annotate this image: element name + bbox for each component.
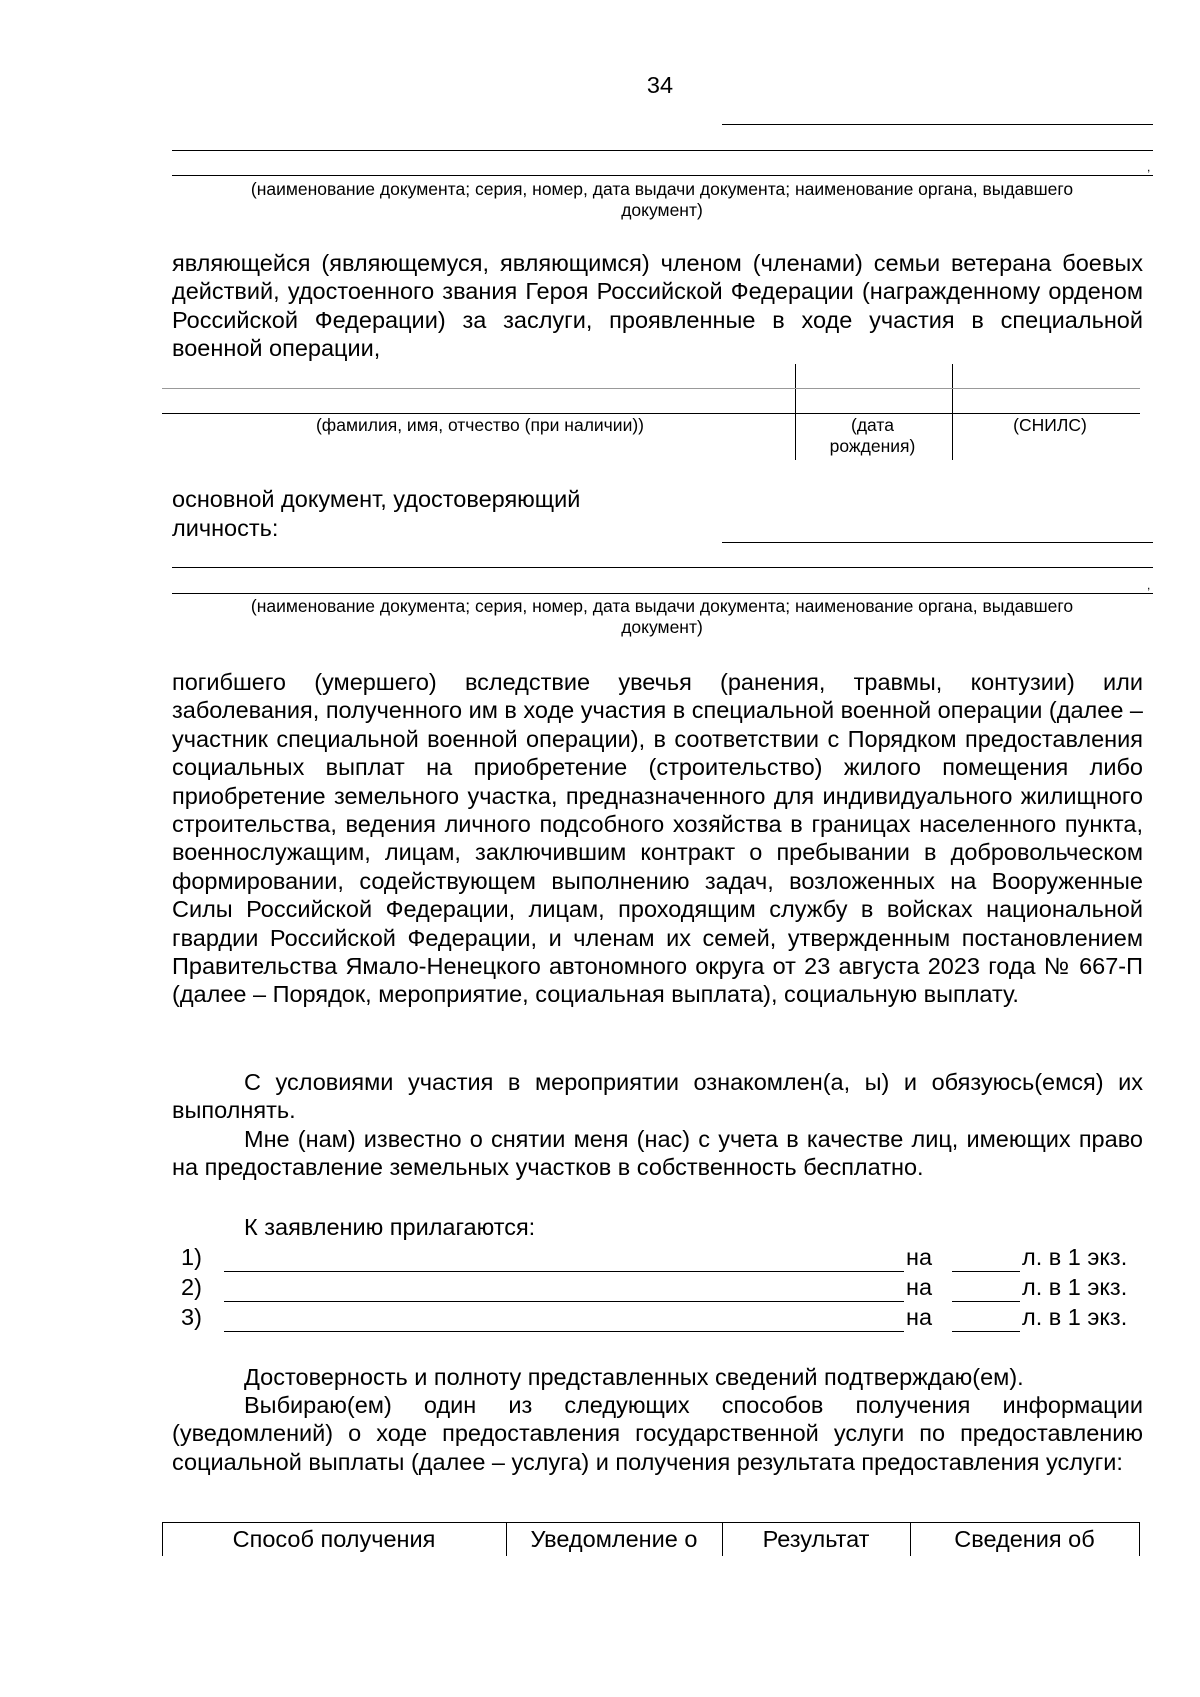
- attachment-number: 2): [181, 1274, 202, 1300]
- attachment-suffix: л. в 1 экз.: [1022, 1304, 1128, 1330]
- notification-column-header: Уведомление о: [530, 1526, 698, 1552]
- table-border: [162, 1522, 163, 1556]
- intro-paragraph: являющейся (являющемуся, являющимся) членом (членами) семьи ветерана боевых действий, удостоенного звания Героя Российской Федерации (награжденному орденом Российской Федерации) за заслуги, проявленные в ходе участия в специальной военной операции,: [172, 250, 1143, 362]
- conditions-paragraph: С условиями участия в мероприятии ознакомлен(а, ы) и обязуюсь(емся) их выполнять.: [172, 1069, 1143, 1124]
- attachment-suffix: л. в 1 экз.: [1022, 1244, 1128, 1270]
- attachment-on-label: на: [906, 1244, 933, 1270]
- attachment-input-line[interactable]: [224, 1331, 904, 1332]
- attachment-input-line[interactable]: [224, 1271, 904, 1272]
- input-line[interactable]: [172, 150, 1153, 151]
- trailing-comma: ,: [1147, 160, 1151, 174]
- input-line[interactable]: [172, 175, 1153, 176]
- deregistration-paragraph: Мне (нам) известно о снятии меня (нас) с учета в качестве лиц, имеющих право на предоставление земельных участков в собственность бесплатно.: [172, 1126, 1143, 1181]
- attachment-on-label: на: [906, 1304, 933, 1330]
- document-caption: (наименование документа; серия, номер, дата выдачи документа; наименование органа, выдавшего документ): [250, 179, 1074, 220]
- table-rule: [162, 413, 1140, 414]
- name-column-label: (фамилия, имя, отчество (при наличии)): [315, 415, 644, 435]
- identity-label: основной документ, удостоверяющий личность:: [172, 486, 581, 541]
- attachment-on-label: на: [906, 1274, 933, 1300]
- info-column-header: Сведения об: [954, 1526, 1095, 1552]
- attachment-suffix: л. в 1 экз.: [1022, 1274, 1128, 1300]
- input-line[interactable]: [722, 542, 1153, 543]
- table-border: [722, 1522, 723, 1556]
- attachment-number: 3): [181, 1304, 202, 1330]
- page-number: 34: [646, 72, 674, 98]
- input-line[interactable]: [172, 593, 1153, 594]
- snils-column-label: (СНИЛС): [1013, 415, 1087, 435]
- table-divider: [952, 364, 953, 460]
- method-column-header: Способ получения: [232, 1526, 436, 1552]
- document-caption: (наименование документа; серия, номер, дата выдачи документа; наименование органа, выдавшего документ): [250, 596, 1074, 637]
- attachment-input-line[interactable]: [224, 1301, 904, 1302]
- input-line[interactable]: [722, 124, 1153, 125]
- table-rule: [162, 1522, 1140, 1523]
- table-divider: [795, 364, 796, 460]
- attachments-heading: К заявлению прилагаются:: [244, 1214, 536, 1240]
- sheet-count-line[interactable]: [952, 1271, 1020, 1272]
- sheet-count-line[interactable]: [952, 1301, 1020, 1302]
- attachment-number: 1): [181, 1244, 202, 1270]
- input-line[interactable]: [162, 388, 1140, 389]
- result-column-header: Результат: [762, 1526, 870, 1552]
- birthdate-column-label: (дата рождения): [829, 415, 916, 456]
- table-border: [910, 1522, 911, 1556]
- sheet-count-line[interactable]: [952, 1331, 1020, 1332]
- choice-paragraph: Выбираю(ем) один из следующих способов получения информации (уведомлений) о ходе предоставления государственной услуги по предоставлению социальной выплаты (далее – услуга) и получения результата предоставления услуги:: [172, 1392, 1143, 1475]
- confirmation-paragraph: Достоверность и полноту представленных сведений подтверждаю(ем).: [244, 1364, 1024, 1390]
- trailing-comma: ,: [1147, 578, 1151, 592]
- input-line[interactable]: [172, 567, 1153, 568]
- table-border: [506, 1522, 507, 1556]
- table-border: [1139, 1522, 1140, 1556]
- main-paragraph: погибшего (умершего) вследствие увечья (ранения, травмы, контузии) или заболевания, полученного им в ходе участия в специальной военной операции (далее – участник специальной военной операции), в соответствии с Порядком предоставления социальных выплат на приобретение (строительство) жилого помещения либо приобретение земельного участка, предназначенного для индивидуального жилищного строительства, ведения личного подсобного хозяйства в границах населенного пункта, военнослужащим, лицам, заключившим контракт о пребывании в добровольческом формировании, содействующем выполнению задач, возложенных на Вооруженные Силы Российской Федерации, лицам, проходящим службу в войсках национальной гвардии Российской Федерации, и членам их семей, утвержденным постановлением Правительства Ямало-Ненецкого автономного округа от 23 августа 2023 года № 667-П (далее – Порядок, мероприятие, социальная выплата), социальную выплату.: [172, 669, 1143, 1008]
